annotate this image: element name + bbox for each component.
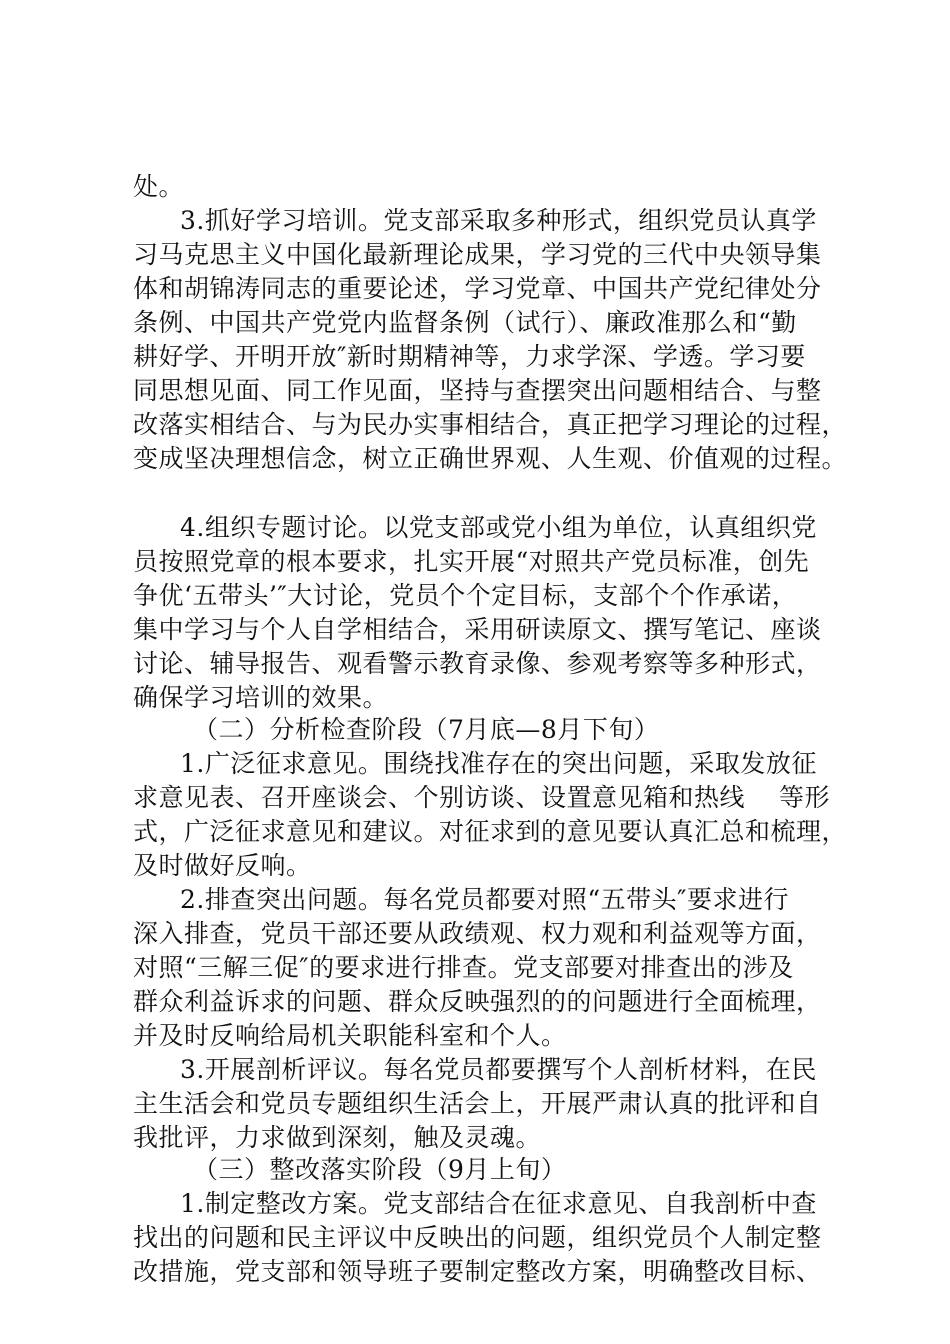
text-line: 及时做好反响。 xyxy=(133,851,312,880)
text-line: 习马克思主义中国化最新理论成果，学习党的三代中央领导集 xyxy=(133,240,822,269)
text-line: 条例、中国共产党党内监督条例（试行）、廉政准那么和“勤 xyxy=(133,308,797,337)
text-line: 讨论、辅导报告、观看警示教育录像、参观考察等多种形式， xyxy=(133,649,822,678)
text-line: 改落实相结合、与为民办实事相结合，真正把学习理论的过程， xyxy=(133,410,848,439)
text-line: 深入排查，党员干部还要从政绩观、权力观和利益观等方面， xyxy=(133,919,822,948)
text-line: 1.广泛征求意见。围绕找准存在的突出问题，采取发放征 xyxy=(180,749,817,778)
text-line: 员按照党章的根本要求，扎实开展“对照共产党员标准，创先 xyxy=(133,547,810,576)
text-line: 我批评，力求做到深刻，触及灵魂。 xyxy=(133,1123,542,1152)
section-heading: （二）分析检查阶段（7月底—8月下旬） xyxy=(193,715,660,744)
text-line: 对照“三解三促″的要求进行排查。党支部要对排查出的涉及 xyxy=(133,953,794,982)
text-line: 式，广泛征求意见和建议。对征求到的意见要认真汇总和梳理， xyxy=(133,817,848,846)
text-line: 集中学习与个人自学相结合，采用研读原文、撰写笔记、座谈 xyxy=(133,615,822,644)
text-line: 耕好学、开明开放″新时期精神等，力求学深、学透。学习要 xyxy=(133,342,806,371)
text-line: 主生活会和党员专题组织生活会上，开展严肃认真的批评和自 xyxy=(133,1089,822,1118)
text-line: 处。 xyxy=(133,172,185,201)
text-line: 体和胡锦涛同志的重要论述，学习党章、中国共产党纪律处分 xyxy=(133,274,822,303)
section-heading: （三）整改落实阶段（9月上旬） xyxy=(193,1155,567,1184)
text-line: 改措施，党支部和领导班子要制定整改方案，明确整改目标、 xyxy=(133,1257,822,1286)
text-line: 并及时反响给局机关职能科室和个人。 xyxy=(133,1021,567,1050)
text-line: 1.制定整改方案。党支部结合在征求意见、自我剖析中查 xyxy=(180,1189,817,1218)
text-line: 求意见表、召开座谈会、个别访谈、设置意见箱和热线 等形 xyxy=(133,783,830,812)
text-line: 同思想见面、同工作见面，坚持与查摆突出问题相结合、与整 xyxy=(133,376,822,405)
text-line: 变成坚决理想信念，树立正确世界观、人生观、价值观的过程。 xyxy=(133,444,848,473)
text-line: 确保学习培训的效果。 xyxy=(133,683,389,712)
text-line: 2.排查突出问题。每名党员都要对照“五带头″要求进行 xyxy=(180,885,789,914)
text-line: 3.开展剖析评议。每名党员都要撰写个人剖析材料，在民 xyxy=(180,1055,817,1084)
text-line: 4.组织专题讨论。以党支部或党小组为单位，认真组织党 xyxy=(180,513,817,542)
text-line: 群众利益诉求的问题、群众反映强烈的的问题进行全面梳理， xyxy=(133,987,822,1016)
text-line: 找出的问题和民主评议中反映出的问题，组织党员个人制定整 xyxy=(133,1223,822,1252)
text-line: 争优‘五带头’″大讨论，党员个个定目标，支部个个作承诺， xyxy=(133,581,798,610)
text-line: 3.抓好学习培训。党支部采取多种形式，组织党员认真学 xyxy=(180,206,817,235)
